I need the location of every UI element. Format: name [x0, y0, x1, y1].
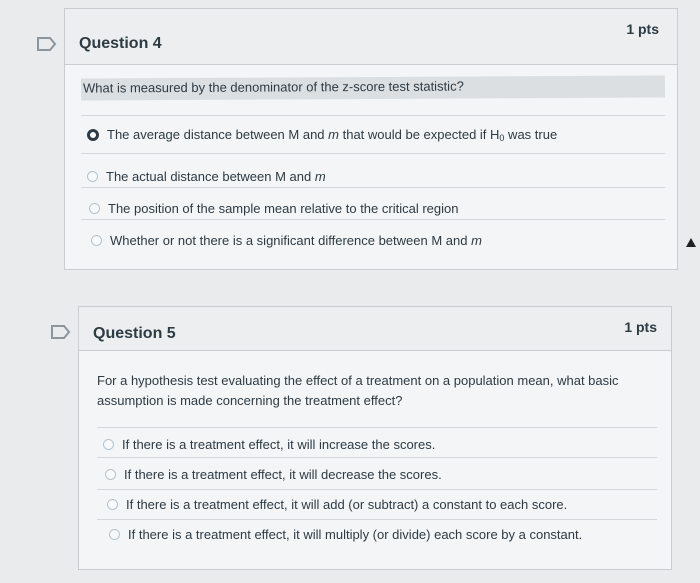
answer-label: The position of the sample mean relative to the critical region: [108, 201, 459, 216]
divider: [97, 457, 657, 458]
divider: [97, 489, 657, 490]
divider: [81, 115, 665, 116]
answer-label: The actual distance between M and m: [106, 169, 326, 184]
question-5-header: [79, 307, 671, 351]
question-4-card: [64, 8, 678, 270]
answer-label: If there is a treatment effect, it will decrease the scores.: [124, 467, 442, 482]
flag-icon[interactable]: [50, 324, 72, 340]
question-prompt: For a hypothesis test evaluating the effect of a treatment on a population mean, what basic assumption is made concerning the treatment effect?: [97, 373, 619, 408]
radio-icon[interactable]: [89, 203, 100, 214]
radio-selected-icon[interactable]: [87, 129, 99, 141]
answer-option-4[interactable]: [109, 527, 582, 542]
answer-label: The average distance between M and m that would be expected if $H_0$ was true: [107, 127, 558, 143]
mouse-cursor-icon: [686, 238, 696, 247]
question-prompt: What is measured by the denominator of the z-score test statistic?: [81, 75, 665, 100]
radio-icon[interactable]: [103, 439, 114, 450]
question-title: Question 5: [93, 325, 176, 342]
answer-option-3[interactable]: [89, 201, 458, 216]
answer-option-1[interactable]: [87, 127, 557, 143]
radio-icon[interactable]: [87, 171, 98, 182]
question-points: 1 pts: [626, 21, 659, 37]
question-4-header: [65, 9, 677, 65]
divider: [81, 153, 665, 154]
radio-icon[interactable]: [91, 235, 102, 246]
flag-icon[interactable]: [36, 36, 58, 52]
answer-label: Whether or not there is a significant difference between M and m: [110, 233, 482, 248]
answer-label: If there is a treatment effect, it will multiply (or divide) each score by a constant.: [128, 527, 583, 542]
divider: [81, 187, 665, 188]
answer-label: If there is a treatment effect, it will increase the scores.: [122, 437, 436, 452]
answer-label: If there is a treatment effect, it will add (or subtract) a constant to each score.: [126, 497, 568, 512]
answer-option-2[interactable]: [105, 467, 442, 482]
radio-icon[interactable]: [107, 499, 118, 510]
divider: [97, 519, 657, 520]
radio-icon[interactable]: [109, 529, 120, 540]
radio-icon[interactable]: [105, 469, 116, 480]
question-title: Question 4: [79, 35, 162, 52]
divider: [81, 219, 665, 220]
answer-option-1[interactable]: [103, 437, 435, 452]
divider: [97, 427, 657, 428]
question-points: 1 pts: [624, 319, 657, 335]
answer-option-4[interactable]: [91, 233, 482, 248]
question-5-card: [78, 306, 672, 570]
answer-option-2[interactable]: [87, 169, 326, 184]
answer-option-3[interactable]: [107, 497, 567, 512]
